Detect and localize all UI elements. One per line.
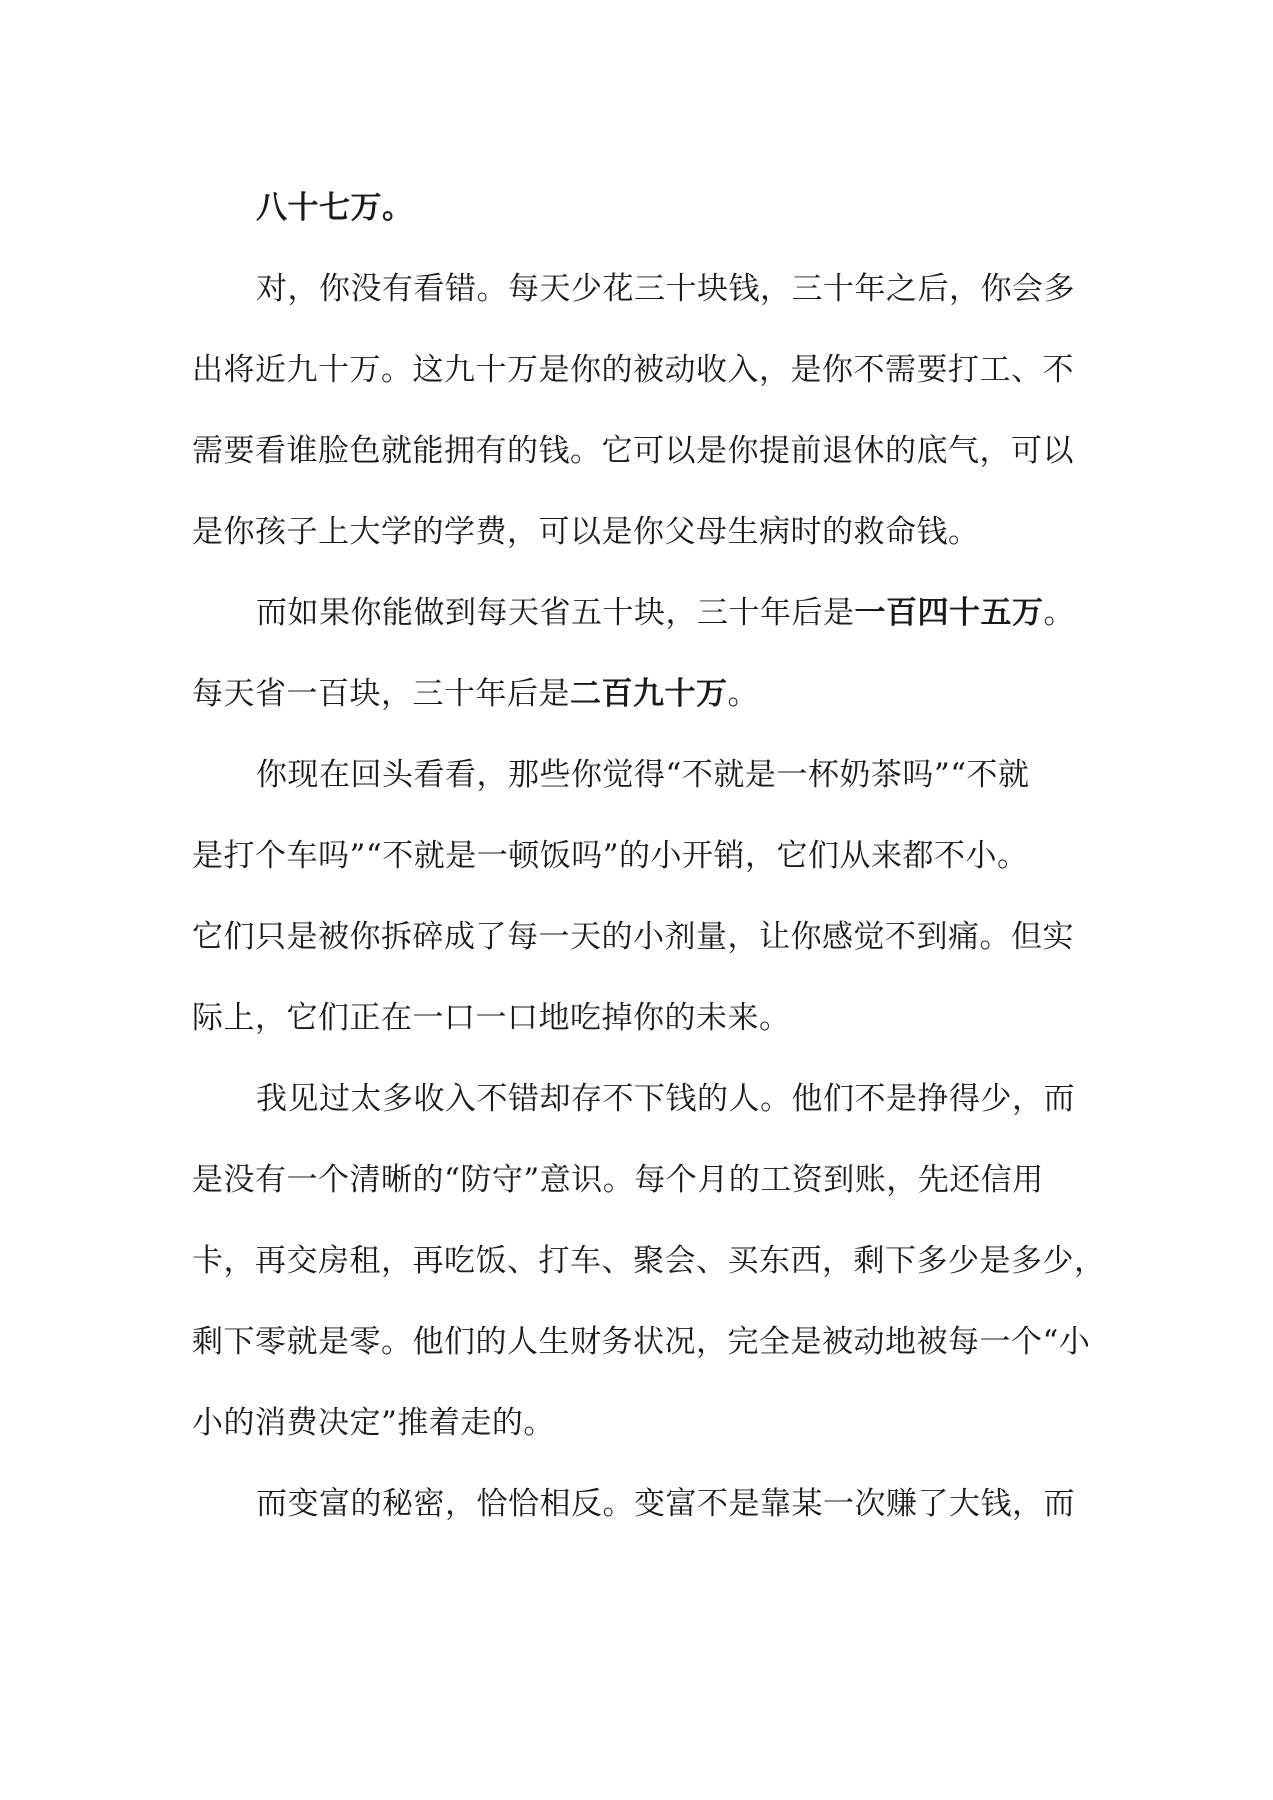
paragraph-secret bbox=[192, 1464, 1082, 1545]
text-line: 小的消费决定”推着走的。 bbox=[192, 1405, 555, 1441]
text-line: 剩下零就是零。他们的人生财务状况，完全是被动地被每一个“小 bbox=[192, 1324, 1091, 1360]
text-line: 对，你没有看错。每天少花三十块钱，三十年之后，你会多 bbox=[256, 271, 1075, 307]
text-segment: 而如果你能做到每天省五十块，三十年后是 bbox=[256, 595, 855, 631]
text-line: 卡，再交房租，再吃饭、打车、聚会、买东西，剩下多少是多少， bbox=[192, 1243, 1106, 1279]
text-line: 是没有一个清晰的“防守”意识。每个月的工资到账，先还信用 bbox=[192, 1162, 1044, 1198]
text-segment: 。 bbox=[727, 676, 759, 712]
text-line: 我见过太多收入不错却存不下钱的人。他们不是挣得少，而 bbox=[256, 1081, 1075, 1117]
text-line: 而变富的秘密，恰恰相反。变富不是靠某一次赚了大钱，而 bbox=[256, 1486, 1075, 1522]
text-line bbox=[192, 654, 1082, 735]
text-segment: 。 bbox=[1043, 595, 1075, 631]
text-line: 是你孩子上大学的学费，可以是你父母生病时的救命钱。 bbox=[192, 514, 980, 550]
text-line: 出将近九十万。这九十万是你的被动收入，是你不需要打工、不 bbox=[192, 352, 1074, 388]
paragraph-amount-heading bbox=[192, 168, 1082, 249]
text-segment: 每天省一百块，三十年后是 bbox=[192, 676, 570, 712]
paragraph-defense bbox=[192, 1059, 1106, 1464]
paragraph-thirty-years bbox=[192, 249, 1082, 573]
text-line: 你现在回头看看，那些你觉得“不就是一杯奶茶吗”“不就 bbox=[256, 757, 1030, 793]
bold-amount: 一百四十五万 bbox=[854, 595, 1044, 631]
text-line: 际上，它们正在一口一口地吃掉你的未来。 bbox=[192, 1000, 791, 1036]
document-page bbox=[192, 168, 1106, 1545]
bold-amount: 二百九十万 bbox=[570, 676, 728, 712]
text-line bbox=[192, 573, 1082, 654]
paragraph-small-expenses bbox=[192, 735, 1082, 1059]
amount-heading: 八十七万。 bbox=[256, 190, 414, 226]
text-line: 它们只是被你拆碎成了每一天的小剂量，让你感觉不到痛。但实 bbox=[192, 919, 1074, 955]
text-line: 需要看谁脸色就能拥有的钱。它可以是你提前退休的底气，可以 bbox=[192, 433, 1074, 469]
paragraph-save-more bbox=[192, 573, 1082, 735]
text-line: 是打个车吗”“不就是一顿饭吗”的小开销，它们从来都不小。 bbox=[192, 838, 1029, 874]
